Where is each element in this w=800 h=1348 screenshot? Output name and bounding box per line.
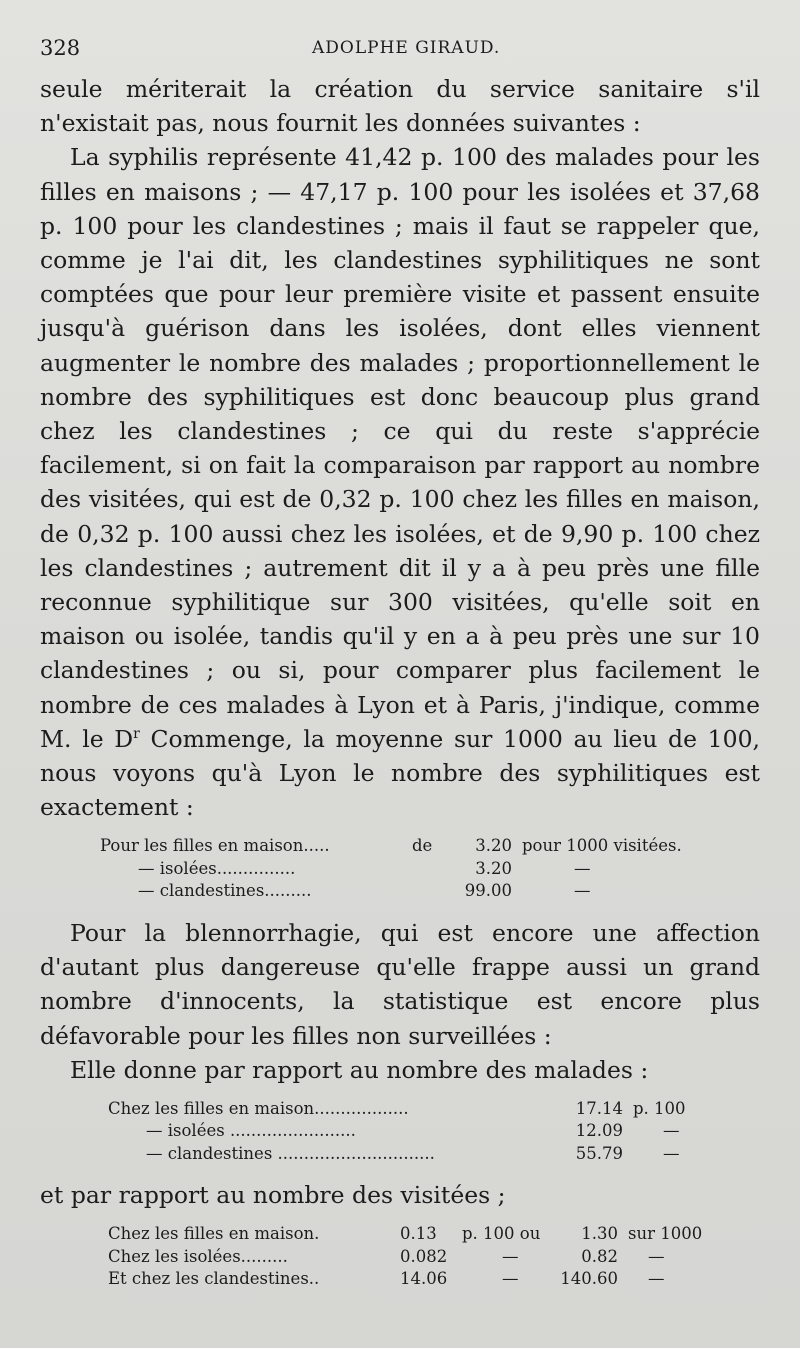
row-value: 55.79 — [575, 1143, 623, 1163]
row-unit-percent: p. 100 ou — [462, 1224, 541, 1244]
row-value-mille: 140.60 — [560, 1269, 618, 1289]
paragraph-visitees-intro: et par rapport au nombre des visitées ; — [40, 1181, 506, 1210]
row-unit-percent: — — [502, 1246, 519, 1266]
table-row — [108, 1142, 686, 1165]
row-unit-percent: — — [502, 1269, 519, 1289]
row-value-mille: 1.30 — [581, 1224, 618, 1244]
row-unit: — — [574, 881, 591, 901]
row-unit: — — [663, 1121, 680, 1141]
table-row — [108, 1245, 702, 1268]
row-unit: — — [574, 858, 591, 878]
paragraph-blennorrhagie: Pour la blennorrhagie, qui est encore une affection d'autant plus dangereuse qu'elle frappe aussi un grand nombre d'innocents, la statistique est encore plus défavorable pour les filles non surveillées : — [40, 918, 760, 1050]
doctor-abbrev-sup: r — [133, 726, 140, 743]
row-value-percent: 14.06 — [400, 1269, 448, 1289]
syphilis-table — [100, 834, 682, 902]
page-header — [40, 36, 740, 66]
row-value: 3.20 — [475, 858, 512, 878]
row-unit-mille: — — [648, 1269, 665, 1289]
row-label: Chez les isolées......... — [108, 1246, 288, 1266]
paragraph-continuation: seule mériterait la création du service sanitaire s'il n'existait pas, nous fournit les données suivantes : — [40, 75, 760, 138]
visitees-table — [108, 1223, 702, 1291]
row-unit: — — [663, 1143, 680, 1163]
row-label: — clandestines......... — [138, 881, 312, 901]
row-value-percent: 0.13 — [400, 1224, 437, 1244]
row-value: 12.09 — [575, 1121, 623, 1141]
row-label: — isolées ........................ — [146, 1121, 356, 1141]
row-label: Chez les filles en maison.................. — [108, 1098, 409, 1118]
doctor-abbrev: D — [114, 724, 134, 753]
row-unit-mille: — — [648, 1246, 665, 1266]
paragraph-malades-intro: Elle donne par rapport au nombre des malades : — [70, 1055, 649, 1084]
running-title: ADOLPHE GIRAUD. — [312, 38, 501, 58]
row-prep — [412, 879, 452, 902]
row-label: Chez les filles en maison. — [108, 1224, 320, 1244]
row-label: — isolées............... — [138, 858, 296, 878]
row-value: 99.00 — [464, 881, 512, 901]
table-row — [100, 857, 682, 880]
table-row — [108, 1119, 686, 1142]
row-prep: de — [412, 836, 433, 856]
row-label: Et chez les clandestines.. — [108, 1269, 320, 1289]
row-prep — [412, 857, 452, 880]
table-row — [108, 1223, 702, 1246]
table-row — [100, 834, 682, 857]
table-row — [100, 879, 682, 902]
row-label: — clandestines .............................. — [146, 1143, 435, 1163]
page-number: 328 — [40, 36, 81, 60]
row-unit: p. 100 — [633, 1098, 686, 1118]
row-value-percent: 0.082 — [400, 1246, 448, 1266]
row-unit-mille: sur 1000 — [628, 1224, 703, 1244]
page-body — [40, 72, 760, 1290]
row-value-mille: 0.82 — [581, 1246, 618, 1266]
table-row — [108, 1268, 702, 1291]
row-value: 3.20 — [475, 836, 512, 856]
row-label: Pour les filles en maison..... — [100, 836, 330, 856]
malades-table — [108, 1097, 686, 1165]
table-row — [108, 1097, 686, 1120]
row-unit: pour 1000 visitées. — [522, 836, 682, 856]
paragraph-syphilis-text: La syphilis représente 41,42 p. 100 des malades pour les filles en maisons ; — 47,17 p. 100 pour les isolées et 37,68 p. 100 pour les clandestines ; mais il faut se rappeler que, comme je l'ai dit, les clandestines syphilitiques ne sont comptées que pour leur première visite et passent ensuite jusqu'à guérison dans les isolées, dont elles viennent augmenter le nombre des malades ; proportionnellement le nombre des syphilitiques est donc beaucoup plus grand chez les clandestines ; ce qui du reste s'apprécie facilement, si on fait la comparaison par rapport au nombre des visitées, qui est de 0,32 p. 100 chez les filles en maison, de 0,32 p. 100 aussi chez les isolées, et de 9,90 p. 100 chez les clandestines ; autrement dit il y a à peu près une fille reconnue syphilitique sur 300 visitées, qu'elle soit en maison ou isolée, tandis qu'il y en a à peu près une sur 10 clandestines ; ou si, pour comparer plus facilement le nombre de ces malades à Lyon et à Paris, j'indique, comme M. le — [40, 143, 760, 753]
row-value: 17.14 — [575, 1098, 623, 1118]
paragraph-syphilis-end: Commenge, la moyenne sur 1000 au lieu de 100, nous voyons qu'à Lyon le nombre des syphilitiques est exactement : — [40, 724, 760, 822]
paragraph-syphilis — [40, 140, 760, 824]
